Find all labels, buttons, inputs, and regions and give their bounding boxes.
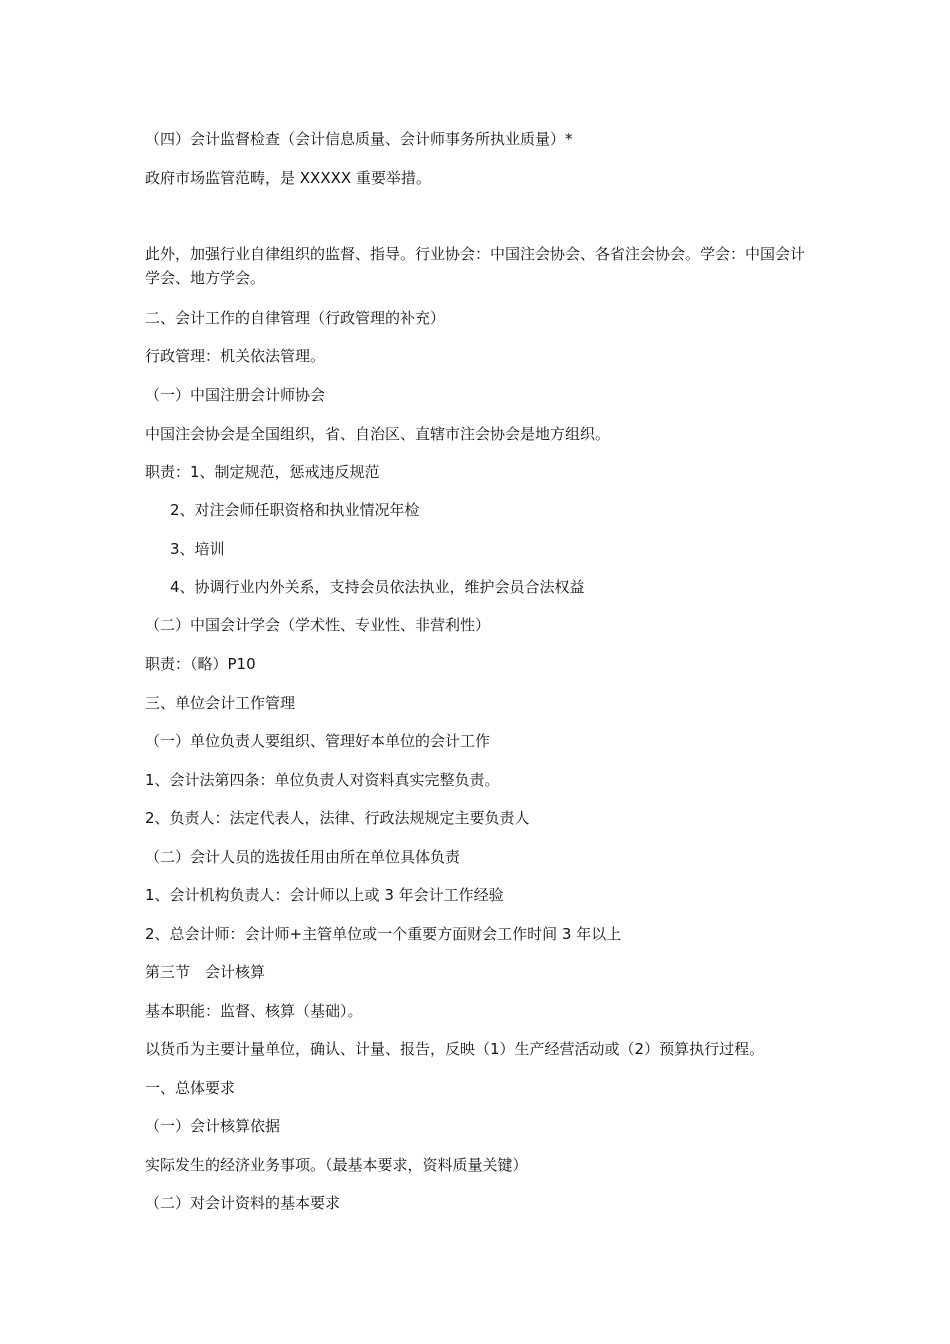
list-item-duty-1: 职责：1、制定规范，惩戒违反规范 [145,463,380,481]
paragraph-self-regulation: 此外，加强行业自律组织的监督、指导。行业协会：中国注会协会、各省注会协会。学会：中国会计学会、地方学会。 [145,245,806,287]
list-item-chief-accountant: 2、总会计师：会计师+主管单位或一个重要方面财会工作时间 3 年以上 [145,925,622,943]
paragraph-administrative-management: 行政管理：机关依法管理。 [145,347,326,365]
heading-data-requirements: （二）对会计资料的基本要求 [145,1194,341,1212]
list-item-accounting-law: 1、会计法第四条：单位负责人对资料真实完整负责。 [145,771,500,789]
heading-staff-selection: （二）会计人员的选拔任用由所在单位具体负责 [145,848,461,866]
paragraph-society-duties: 职责：（略）P10 [145,655,256,673]
heading-accounting-supervision: （四）会计监督检查（会计信息质量、会计师事务所执业质量）* [145,130,573,148]
list-item-department-head: 1、会计机构负责人：会计师以上或 3 年会计工作经验 [145,886,504,904]
heading-self-regulation: 二、会计工作的自律管理（行政管理的补充） [145,309,446,327]
paragraph-accounting-basis: 实际发生的经济业务事项。（最基本要求，资料质量关键） [145,1156,528,1174]
list-item-responsible-person: 2、负责人：法定代表人，法律、行政法规规定主要负责人 [145,809,530,827]
heading-unit-head-responsibility: （一）单位负责人要组织、管理好本单位的会计工作 [145,732,491,750]
paragraph-accounting-definition: 以货币为主要计量单位，确认、计量、报告，反映（1）生产经营活动或（2）预算执行过程。 [145,1040,765,1058]
paragraph-cpa-association-scope: 中国注会协会是全国组织，省、自治区、直辖市注会协会是地方组织。 [145,425,611,443]
heading-unit-management: 三、单位会计工作管理 [145,694,296,712]
heading-section-three: 第三节 会计核算 [145,963,266,981]
list-item-duty-4: 4、协调行业内外关系，支持会员依法执业，维护会员合法权益 [170,578,585,596]
paragraph-market-supervision: 政府市场监管范畴，是 XXXXX 重要举措。 [145,169,431,187]
list-item-duty-2: 2、对注会师任职资格和执业情况年检 [170,501,420,519]
list-item-duty-3: 3、培训 [170,540,225,558]
heading-accounting-basis: （一）会计核算依据 [145,1117,281,1135]
heading-cpa-association: （一）中国注册会计师协会 [145,386,326,404]
heading-general-requirements: 一、总体要求 [145,1079,236,1097]
heading-accounting-society: （二）中国会计学会（学术性、专业性、非营利性） [145,616,491,634]
paragraph-basic-functions: 基本职能：监督、核算（基础）。 [145,1002,363,1020]
